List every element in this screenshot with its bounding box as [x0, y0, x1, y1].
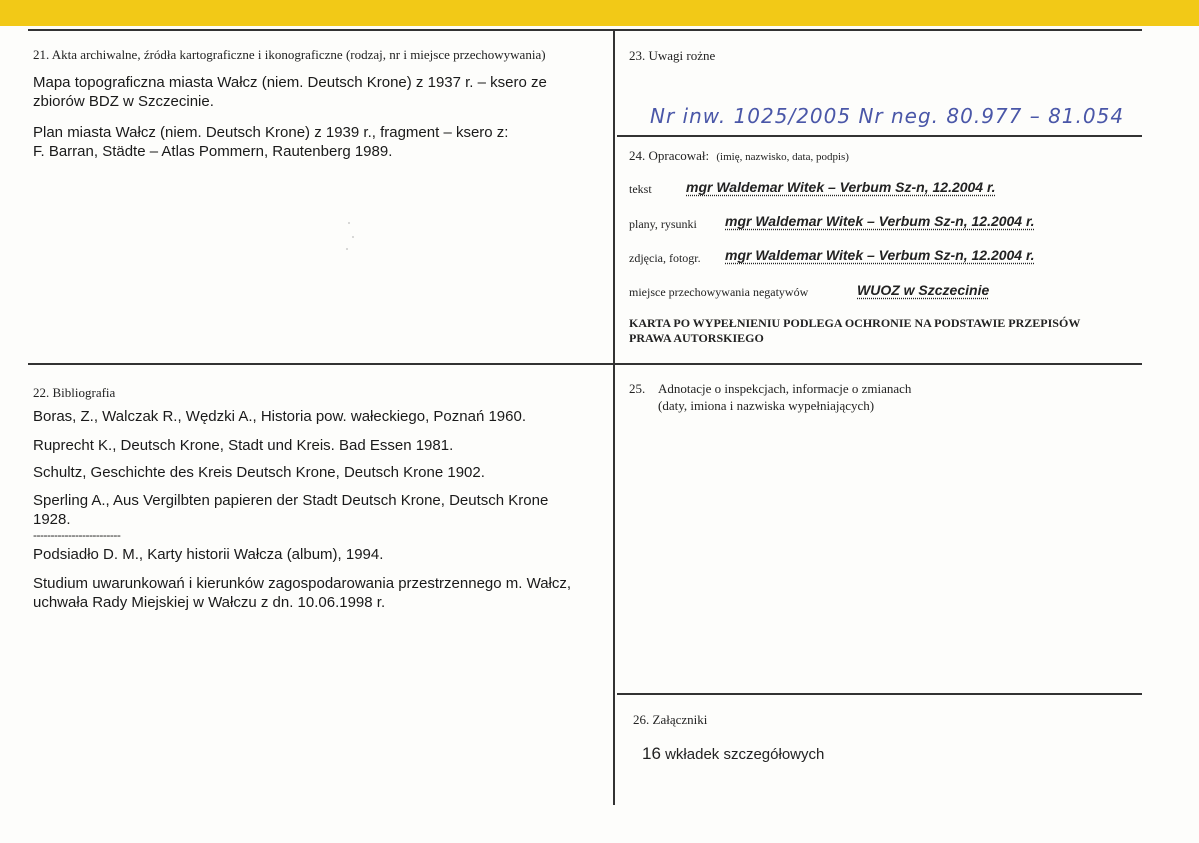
top-border-rule: [28, 29, 1142, 31]
top-yellow-band: [0, 0, 1199, 26]
handwritten-inventory-note: Nr inw. 1025/2005 Nr neg. 80.977 – 81.054: [650, 104, 1125, 128]
section-23-heading: 23. Uwagi rożne: [629, 48, 716, 63]
bibliography-entry: Boras, Z., Walczak R., Wędzki A., Historia pow. wałeckiego, Poznań 1960.: [33, 408, 526, 425]
copyright-notice-line1: KARTA PO WYPEŁNIENIU PODLEGA OCHRONIE NA PODSTAWIE PRZEPISÓW: [629, 316, 1081, 330]
section-24-heading-text: 24. Opracował:: [629, 148, 710, 163]
row-value-negatives: WUOZ w Szczecinie: [857, 282, 990, 298]
section-24-heading-note: (imię, nazwisko, data, podpis): [716, 151, 849, 163]
section-25-number: 25.: [629, 381, 646, 396]
section-22-heading: 22. Bibliografia: [33, 385, 116, 400]
section-25-heading-line2: (daty, imiona i nazwiska wypełniających): [658, 398, 875, 413]
attachments-text: wkładek szczegółowych: [665, 746, 825, 763]
row-label-photos: zdjęcia, fotogr.: [629, 251, 701, 265]
scan-speck: [352, 236, 354, 238]
rule-under-remarks: [617, 135, 1142, 137]
row-value-plans: mgr Waldemar Witek – Verbum Sz-n, 12.2004 r.: [725, 213, 1035, 229]
bibliography-entry-cont: uchwała Rady Miejskiej w Wałczu z dn. 10.06.1998 r.: [33, 594, 386, 611]
row-value-text: mgr Waldemar Witek – Verbum Sz-n, 12.2004 r.: [686, 179, 996, 195]
scan-speck: [346, 248, 348, 250]
bibliography-separator: -------------------------: [33, 528, 121, 542]
row-value-photos: mgr Waldemar Witek – Verbum Sz-n, 12.2004 r.: [725, 247, 1035, 263]
row-label-plans: plany, rysunki: [629, 217, 697, 231]
section-26-heading: 26. Załączniki: [633, 712, 708, 727]
attachments-line: [642, 744, 824, 764]
row-label-text: tekst: [629, 182, 652, 196]
bibliography-entry-cont: 1928.: [33, 511, 71, 528]
section-25-heading-line1: Adnotacje o inspekcjach, informacje o zmianach: [658, 381, 912, 396]
bibliography-entry: Podsiadło D. M., Karty historii Wałcza (album), 1994.: [33, 546, 384, 563]
section-21-heading: 21. Akta archiwalne, źródła kartograficzne i ikonograficzne (rodzaj, nr i miejsce przechowywania): [33, 47, 546, 62]
section-21-p1-line1: Mapa topograficzna miasta Wałcz (niem. Deutsch Krone) z 1937 r. – ksero ze: [33, 74, 547, 91]
rule-above-attachments: [617, 693, 1142, 695]
center-vertical-rule: [613, 29, 615, 805]
bibliography-entry: Schultz, Geschichte des Kreis Deutsch Krone, Deutsch Krone 1902.: [33, 464, 485, 481]
bibliography-entry: Ruprecht K., Deutsch Krone, Stadt und Kreis. Bad Essen 1981.: [33, 437, 454, 454]
row-label-negatives: miejsce przechowywania negatywów: [629, 285, 809, 299]
scan-speck: [348, 222, 350, 224]
section-21-p2-line1: Plan miasta Wałcz (niem. Deutsch Krone) z 1939 r., fragment – ksero z:: [33, 124, 509, 141]
middle-horizontal-rule: [28, 363, 1142, 365]
bibliography-entry: Studium uwarunkowań i kierunków zagospodarowania przestrzennego m. Wałcz,: [33, 575, 572, 592]
attachments-count: 16: [642, 744, 661, 763]
section-21-p2-line2: F. Barran, Städte – Atlas Pommern, Rautenberg 1989.: [33, 143, 393, 160]
copyright-notice-line2: PRAWA AUTORSKIEGO: [629, 331, 764, 345]
section-21-p1-line2: zbiorów BDZ w Szczecinie.: [33, 93, 214, 110]
section-24-heading: [629, 148, 849, 164]
bibliography-entry: Sperling A., Aus Vergilbten papieren der Stadt Deutsch Krone, Deutsch Krone: [33, 492, 549, 509]
